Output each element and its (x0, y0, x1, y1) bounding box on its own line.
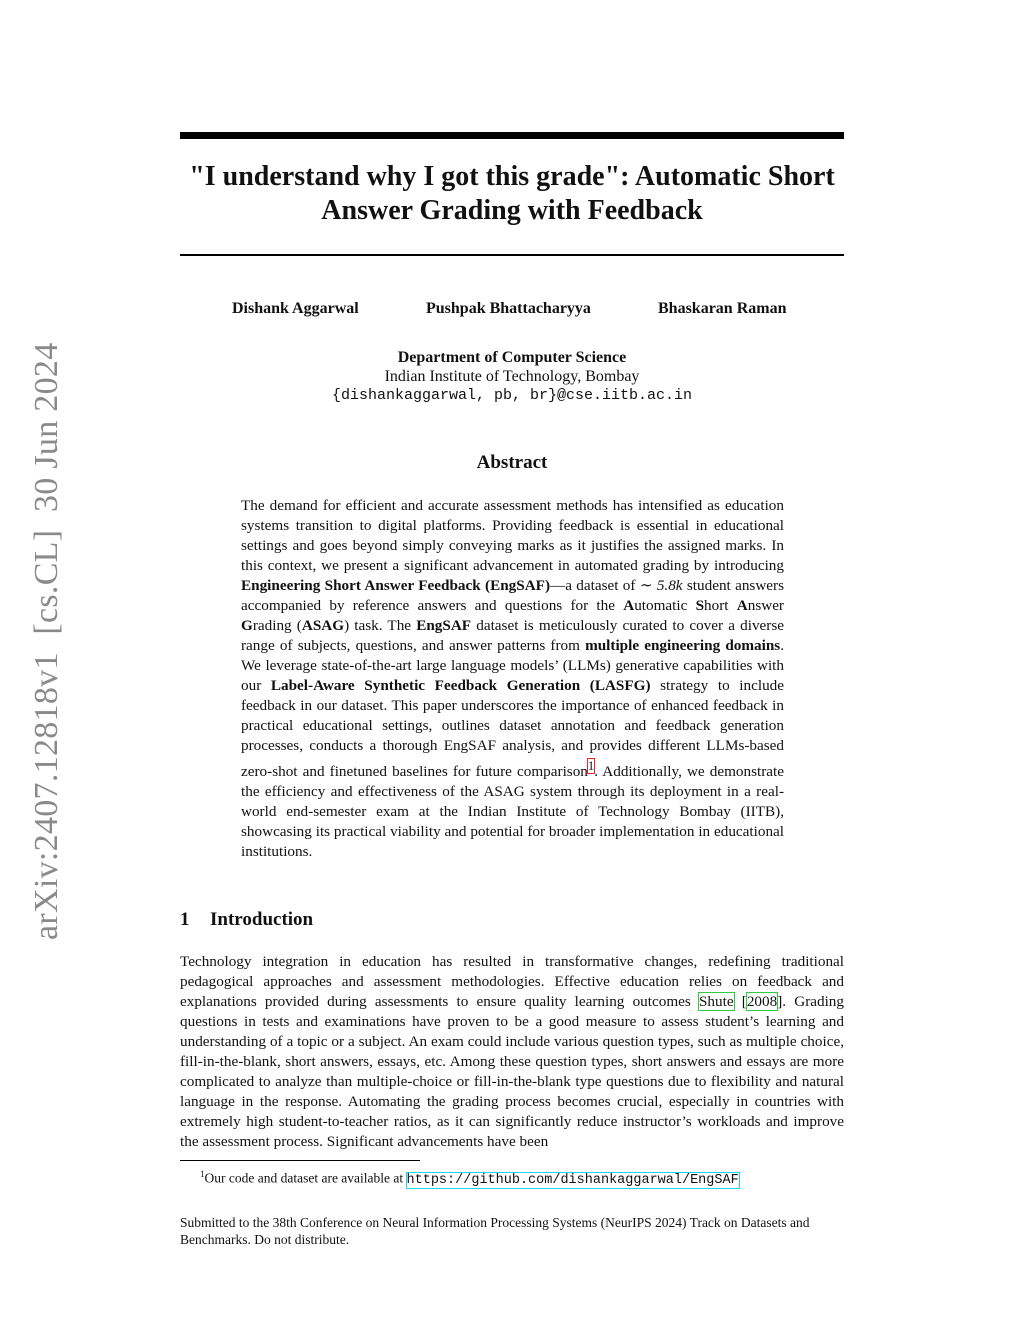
abstract-text: . Additionally, we demonstrate the efficiency and effectiveness of the ASAG system through its deployment in a real-world end-semester exam at the Indian Institute of Technology Bombay (IITB), showcasing its practical viability and potential for broader implementation in educational institutions. (241, 763, 784, 861)
footnote-mark: 1 (200, 1169, 205, 1179)
abstract-text: hort (704, 597, 737, 614)
abstract-heading: Abstract (476, 452, 548, 473)
abstract-text: student answers accompanied by reference answers and questions for the (241, 577, 785, 614)
footnote-rule (180, 1160, 420, 1161)
abstract-text: utomatic (634, 597, 696, 614)
github-link[interactable]: https://github.com/dishankaggarwal/EngSAF (406, 1172, 739, 1188)
footnote (200, 1165, 739, 1190)
abstract-bold-engsaf-full: Engineering Short Answer Feedback (EngSAF) (241, 577, 551, 594)
author-3: Bhaskaran Raman (658, 300, 787, 317)
citation-bracket: ] (777, 993, 783, 1010)
footnote-link[interactable]: 1 (587, 759, 595, 773)
citation-year-link[interactable]: 2008 (746, 993, 778, 1010)
acronym-letter: A (623, 597, 635, 614)
arxiv-sidebar-stamp: arXiv:2407.12818v1 [cs.CL] 30 Jun 2024 (28, 342, 65, 940)
introduction-body (180, 952, 844, 1152)
intro-text: Technology integration in education has resulted in transformative changes, redefining traditional pedagogical approaches and assessment methodologies. Effective education relies on feedback and explanations provided during assessments to ensure quality learning outcomes (180, 953, 844, 1010)
abstract-bold-engsaf: EngSAF (416, 617, 472, 634)
affiliation-block (180, 348, 844, 405)
intro-text: . Grading questions in tests and examinations have proven to be a good measure to assess student’s learning and understanding of a topic or a subject. An exam could include various question types, such as multiple choice, fill-in-the-blank, short answers, essays, etc. Among these question types, short answers and essays are more complicated to analyze than multiple-choice or fill-in-the-blank type questions due to flexibility and natural language in the response. Automating the grading process becomes crucial, especially in countries with extremely high student-to-teacher ratios, as it can significantly reduce instructor’s workloads and improve the assessment process. Significant advancements have been (180, 993, 844, 1150)
abstract-text: The demand for efficient and accurate assessment methods has intensified as education systems transition to digital platforms. Providing feedback is essential in educational settings and goes beyond simply conveying marks as it justifies the assigned marks. In this context, we present a significant advancement in automated grading by introducing (241, 497, 784, 574)
paper-title: "I understand why I got this grade": Automatic Short Answer Grading with Feedback (189, 161, 835, 226)
institute: Indian Institute of Technology, Bombay (384, 368, 640, 385)
abstract-text: nswer (747, 597, 784, 614)
abstract-text: —a dataset of (550, 577, 640, 594)
acronym-letter: A (736, 597, 748, 614)
citation-bracket: [ (733, 993, 747, 1010)
abstract-bold-asag: ASAG (301, 617, 345, 634)
author-1: Dishank Aggarwal (232, 300, 359, 317)
abstract-bold-domains: multiple engineering domains (585, 637, 781, 654)
author-2: Pushpak Bhattacharyya (426, 300, 591, 317)
abstract-text: rading ( (252, 617, 302, 634)
abstract-bold-lasfg: Label-Aware Synthetic Feedback Generation (LASFG) (270, 677, 651, 694)
abstract-text: . We leverage state-of-the-art large language models’ (LLMs) generative capabilities with our (241, 637, 784, 694)
section-number: 1 (180, 909, 190, 930)
department: Department of Computer Science (397, 349, 627, 366)
title-top-rule (180, 132, 844, 139)
citation-author-link[interactable]: Shute (698, 993, 734, 1010)
title-bottom-rule (180, 254, 844, 256)
section-title: Introduction (210, 909, 314, 930)
acronym-letter: G (241, 617, 253, 634)
abstract-text: strategy to include feedback in our dataset. This paper underscores the importance of enhanced feedback in practical educational settings, outlines dataset annotation and feedback generation processes, conducts a thorough EngSAF analysis, and provides different LLMs-based zero-shot and finetuned baselines for future comparison (241, 677, 784, 781)
abstract-text: dataset is meticulously curated to cover a diverse range of subjects, questions, and answer patterns from (241, 617, 784, 654)
abstract-math: ∼ 5.8k (639, 577, 683, 594)
abstract-body (241, 496, 784, 862)
acronym-letter: S (695, 597, 705, 614)
footnote-text: Our code and dataset are available at (204, 1170, 407, 1186)
abstract-text: ) task. The (344, 617, 417, 634)
author-emails: {dishankaggarwal, pb, br}@cse.iitb.ac.in (331, 387, 693, 404)
section-heading-introduction (180, 909, 313, 931)
venue-note: Submitted to the 38th Conference on Neural Information Processing Systems (NeurIPS 2024) Track on Datasets and Benchmarks. Do not distribute. (180, 1215, 810, 1247)
